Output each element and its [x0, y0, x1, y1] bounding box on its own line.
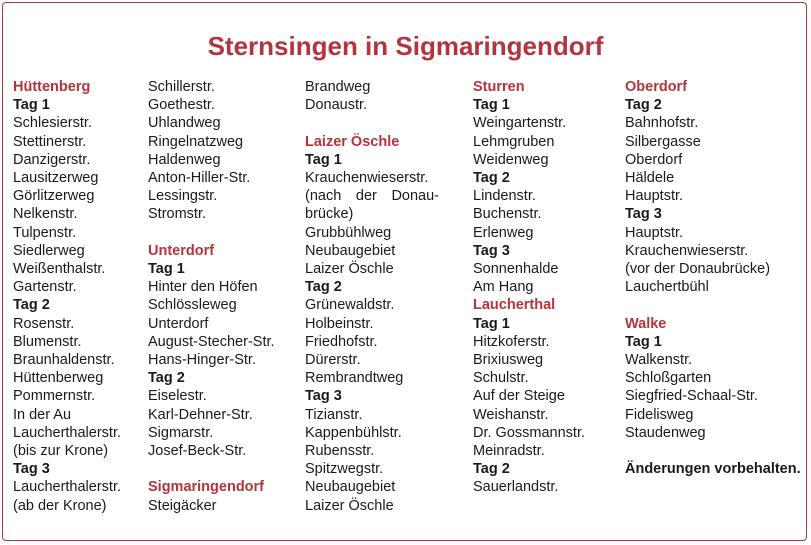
street-item: Grünewaldstr.	[305, 297, 395, 314]
street-item: Rosenstr.	[13, 315, 75, 332]
street-item: Schillerstr.	[148, 79, 215, 95]
spacer	[625, 442, 805, 460]
street-item: Sauerlandstr.	[473, 479, 559, 496]
street-item: Schulstr.	[473, 370, 529, 387]
street-item: Weidenweg	[473, 151, 549, 168]
street-item: Dürerstr.	[305, 352, 361, 369]
street-item: Haldenweg	[148, 151, 221, 168]
street-item: Dr. Gossmannstr.	[473, 424, 586, 441]
street-item: Sigmarstr.	[148, 424, 214, 441]
day-label: Tag 1	[473, 315, 510, 332]
street-item: Häldele	[625, 170, 675, 187]
street-item: Erlenweg	[473, 224, 534, 241]
day-label: Tag 2	[148, 370, 185, 387]
column-5	[625, 78, 805, 478]
street-note: (nach der Donau-	[305, 188, 439, 205]
district-heading-huettenberg: Hüttenberg	[13, 79, 91, 95]
day-label: Tag 1	[13, 97, 50, 114]
street-item: August-Stecher-Str.	[148, 333, 275, 350]
street-item: Laucherthalerstr.	[13, 424, 122, 441]
street-item: Siegfried-Schaal-Str.	[625, 388, 758, 405]
street-item: Laizer Öschle	[305, 261, 394, 278]
changes-reserved-note: Änderungen vorbehalten.	[625, 461, 801, 478]
street-item: Lehmgruben	[473, 133, 555, 150]
street-item: Eiselestr.	[148, 388, 207, 405]
street-item: Weingartenstr.	[473, 115, 567, 132]
street-item: Weißenthalstr.	[13, 261, 106, 278]
street-item: Braunhaldenstr.	[13, 352, 115, 369]
street-item: Laucherthalerstr.	[13, 479, 122, 496]
street-item: Hauptstr.	[625, 224, 684, 241]
column-1	[13, 78, 143, 515]
day-label: Tag 3	[625, 206, 662, 223]
street-item: Auf der Steige	[473, 388, 565, 405]
street-item: Silbergasse	[625, 133, 701, 150]
street-item: Schlesierstr.	[13, 115, 92, 132]
street-item: Friedhofstr.	[305, 333, 378, 350]
district-heading-unterdorf: Unterdorf	[148, 242, 215, 259]
street-item: Lindenstr.	[473, 188, 536, 205]
day-label: Tag 1	[148, 261, 185, 278]
street-item: Nelkenstr.	[13, 206, 78, 223]
street-item: Weishanstr.	[473, 406, 549, 423]
street-item: Goethestr.	[148, 97, 215, 114]
day-label: Tag 2	[473, 461, 510, 478]
street-item: In der Au	[13, 406, 72, 423]
street-item: Spitzwegstr.	[305, 461, 384, 478]
street-item: Anton-Hiller-Str.	[148, 170, 251, 187]
street-item: Hüttenberweg	[13, 370, 104, 387]
street-item: Am Hang	[473, 279, 534, 296]
street-item: Sonnenhalde	[473, 261, 559, 278]
day-label: Tag 2	[305, 279, 342, 296]
spacer	[148, 460, 298, 478]
street-item: Walkenstr.	[625, 352, 693, 369]
street-item: Holbeinstr.	[305, 315, 374, 332]
street-item: Tizianstr.	[305, 406, 363, 423]
day-label: Tag 2	[13, 297, 50, 314]
district-heading-laizer-oeschle: Laizer Öschle	[305, 133, 400, 150]
street-item: Schlössleweg	[148, 297, 237, 314]
day-label: Tag 1	[305, 151, 342, 168]
street-item: Hitzkoferstr.	[473, 333, 550, 350]
street-item: Buchenstr.	[473, 206, 542, 223]
spacer	[148, 224, 298, 242]
street-item: Rembrandtweg	[305, 370, 404, 387]
district-heading-walke: Walke	[625, 315, 667, 332]
day-label: Tag 3	[473, 242, 510, 259]
street-item: Lausitzerweg	[13, 170, 99, 187]
district-heading-sigmaringendorf: Sigmaringendorf	[148, 479, 265, 496]
street-item: Schloßgarten	[625, 370, 712, 387]
street-item: Lessingstr.	[148, 188, 218, 205]
street-item: Neubaugebiet	[305, 242, 396, 259]
column-3	[305, 78, 439, 515]
street-item: Uhlandweg	[148, 115, 221, 132]
street-note: brücke)	[305, 206, 354, 223]
street-note: (vor der Donaubrücke)	[625, 261, 771, 278]
day-label: Tag 3	[305, 388, 342, 405]
district-heading-oberdorf: Oberdorf	[625, 79, 688, 95]
street-item: (ab der Krone)	[13, 497, 107, 514]
street-item: Stettinerstr.	[13, 133, 87, 150]
district-heading-laucherthal: Laucherthal	[473, 297, 556, 314]
day-label: Tag 1	[625, 333, 662, 350]
page-title: Sternsingen in Sigmaringendorf	[207, 31, 604, 61]
day-label: Tag 1	[473, 97, 510, 114]
street-item: Lauchertbühl	[625, 279, 709, 296]
day-label: Tag 3	[13, 461, 50, 478]
street-item: Gartenstr.	[13, 279, 77, 296]
street-item: Oberdorf	[625, 151, 683, 168]
street-item: Danzigerstr.	[13, 151, 91, 168]
street-item: Meinradstr.	[473, 443, 545, 460]
street-item: Görlitzerweg	[13, 188, 95, 205]
street-item: Brandweg	[305, 79, 371, 95]
street-item: Rubensstr.	[305, 443, 375, 460]
street-item: Tulpenstr.	[13, 224, 77, 241]
street-item: Steigäcker	[148, 497, 217, 514]
street-item: Brixiusweg	[473, 352, 544, 369]
spacer	[625, 296, 805, 314]
street-item: Karl-Dehner-Str.	[148, 406, 253, 423]
street-item: Donaustr.	[305, 97, 368, 114]
street-item: (bis zur Krone)	[13, 443, 109, 460]
street-item: Laizer Öschle	[305, 497, 394, 514]
column-2	[148, 78, 298, 515]
street-item: Bahnhofstr.	[625, 115, 699, 132]
street-item: Krauchenwieserstr.	[305, 170, 429, 186]
street-item: Siedlerweg	[13, 242, 85, 259]
street-item: Blumenstr.	[13, 333, 82, 350]
street-item: Neubaugebiet	[305, 479, 396, 496]
street-item: Hans-Hinger-Str.	[148, 352, 256, 369]
street-item: Josef-Beck-Str.	[148, 443, 247, 460]
day-label: Tag 2	[473, 170, 510, 187]
street-item: Fidelisweg	[625, 406, 694, 423]
street-item: Staudenweg	[625, 424, 706, 441]
street-item: Krauchenwieserstr.	[625, 242, 749, 259]
street-item: Hauptstr.	[625, 188, 684, 205]
street-item: Ringelnatzweg	[148, 133, 244, 150]
street-item: Kappenbühlstr.	[305, 424, 402, 441]
street-item: Pommernstr.	[13, 388, 96, 405]
spacer	[305, 114, 439, 132]
street-item: Grubbühlweg	[305, 224, 392, 241]
street-item: Stromstr.	[148, 206, 207, 223]
day-label: Tag 2	[625, 97, 662, 114]
district-heading-sturren: Sturren	[473, 79, 525, 95]
street-item: Hinter den Höfen	[148, 279, 258, 296]
column-4	[473, 78, 618, 497]
street-item: Unterdorf	[148, 315, 209, 332]
